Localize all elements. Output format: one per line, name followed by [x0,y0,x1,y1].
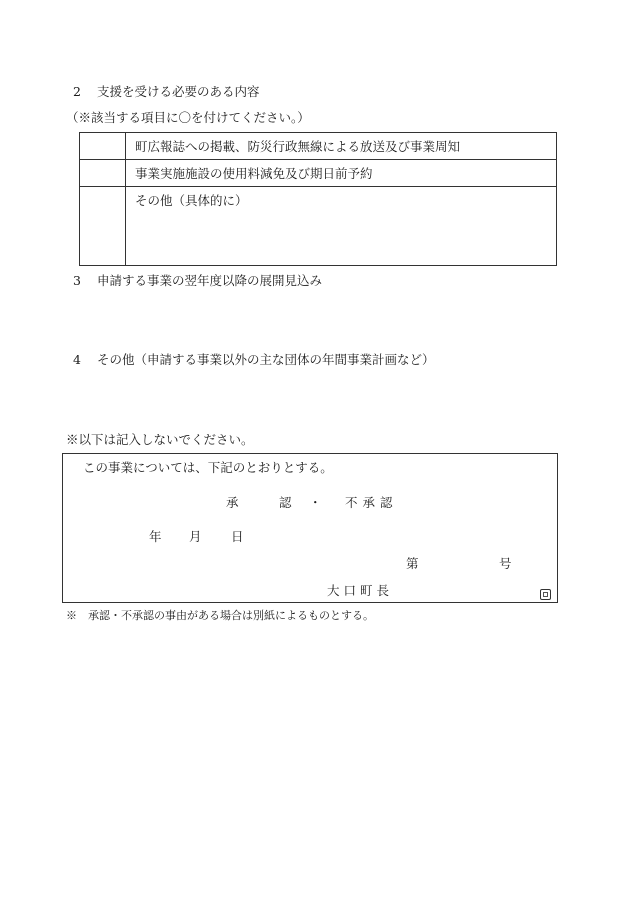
approval-separator: ・ [309,495,322,510]
year-label: 年 [149,529,162,544]
day-label: 日 [231,529,244,544]
number-prefix: 第 [406,556,419,571]
section2-note: （※該当する項目に〇を付けてください。） [66,110,310,125]
support-content-table [79,132,557,266]
seal-icon [540,585,551,604]
check-cell[interactable] [80,133,126,159]
row-label: 事業実施施設の使用料減免及び期日前予約 [135,166,373,181]
check-cell[interactable] [80,187,126,265]
check-cell[interactable] [80,160,126,186]
seal-mark [540,589,551,600]
number-suffix: 号 [499,556,512,571]
table-row [80,133,556,160]
row-label: 町広報誌への掲載、防災行政無線による放送及び事業周知 [135,139,461,154]
section3-number: 3 [73,273,81,288]
section2-number: 2 [73,84,81,99]
section2-title: 支援を受ける必要のある内容 [97,84,260,99]
table-row [80,160,556,187]
section4-number: 4 [73,352,81,367]
table-row [80,187,556,265]
mayor-title: 大口町長 [327,583,394,598]
approve-label: 承 認 [226,495,306,510]
footnote: ※ 承認・不承認の事由がある場合は別紙によるものとする。 [66,609,374,622]
row-label: その他（具体的に） [135,193,248,208]
approval-instruction: ※以下は記入しないでください。 [66,432,254,447]
approval-statement: この事業については、下記のとおりとする。 [83,460,333,475]
approval-box [62,453,558,603]
section4-title: その他（申請する事業以外の主な団体の年間事業計画など） [97,352,435,367]
section3-title: 申請する事業の翌年度以降の展開見込み [97,273,323,288]
month-label: 月 [189,529,202,544]
disapprove-label: 不承認 [345,495,398,510]
